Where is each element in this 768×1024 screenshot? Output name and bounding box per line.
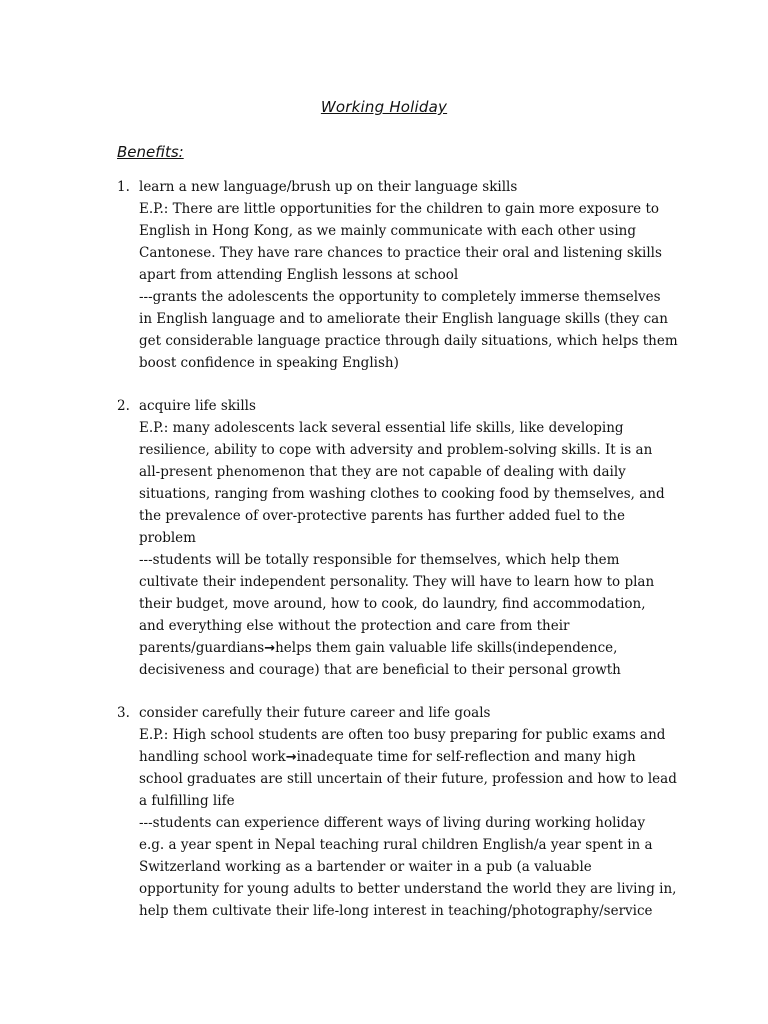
item-line: resilience, ability to cope with adversity and problem-solving skills. It is an xyxy=(139,442,653,458)
item-line: get considerable language practice through daily situations, which helps them xyxy=(139,333,678,349)
item-line: cultivate their independent personality. They will have to learn how to plan xyxy=(139,574,655,590)
item-line: ---students can experience different ways of living during working holiday xyxy=(139,815,646,831)
item-line: E.P.: High school students are often too busy preparing for public exams and xyxy=(139,727,666,743)
item-line: help them cultivate their life-long interest in teaching/photography/service xyxy=(139,903,653,919)
item-line-with-arrow xyxy=(139,637,679,659)
item-line: situations, ranging from washing clothes to cooking food by themselves, and xyxy=(139,486,665,502)
item-heading: consider carefully their future career and life goals xyxy=(139,705,491,721)
item-line: e.g. a year spent in Nepal teaching rural children English/a year spent in a xyxy=(139,837,653,853)
item-body xyxy=(139,395,679,681)
item-line-with-arrow xyxy=(139,746,679,768)
item-line: the prevalence of over-protective parents has further added fuel to the xyxy=(139,508,625,524)
item-body xyxy=(139,176,679,374)
document-title: Working Holiday xyxy=(320,98,448,116)
line-text-after-arrow: helps them gain valuable life skills(independence, xyxy=(275,640,618,656)
item-number: 1. xyxy=(117,179,130,195)
item-line: E.P.: There are little opportunities for the children to gain more exposure to xyxy=(139,201,660,217)
right-arrow-icon: → xyxy=(264,641,276,656)
item-number: 2. xyxy=(117,398,130,414)
line-text-after-arrow: inadequate time for self-reflection and many high xyxy=(296,749,636,765)
item-line: Switzerland working as a bartender or waiter in a pub (a valuable xyxy=(139,859,592,875)
item-line: their budget, move around, how to cook, do laundry, find accommodation, xyxy=(139,596,646,612)
item-line: English in Hong Kong, as we mainly communicate with each other using xyxy=(139,223,636,239)
item-line: ---students will be totally responsible for themselves, which help them xyxy=(139,552,620,568)
item-line: apart from attending English lessons at school xyxy=(139,267,459,283)
item-line: school graduates are still uncertain of their future, profession and how to lead xyxy=(139,771,677,787)
line-text-before-arrow: parents/guardians xyxy=(139,640,265,656)
item-line: in English language and to ameliorate their English language skills (they can xyxy=(139,311,668,327)
item-body xyxy=(139,702,679,922)
item-line: opportunity for young adults to better understand the world they are living in, xyxy=(139,881,677,897)
right-arrow-icon: → xyxy=(285,750,297,765)
item-line: Cantonese. They have rare chances to practice their oral and listening skills xyxy=(139,245,662,261)
item-heading: acquire life skills xyxy=(139,398,256,414)
item-line: E.P.: many adolescents lack several essential life skills, like developing xyxy=(139,420,624,436)
item-heading: learn a new language/brush up on their language skills xyxy=(139,179,518,195)
item-line: and everything else without the protection and care from their xyxy=(139,618,570,634)
item-number: 3. xyxy=(117,705,130,721)
item-line: problem xyxy=(139,530,196,546)
item-line: all-present phenomenon that they are not capable of dealing with daily xyxy=(139,464,626,480)
item-line: a fulfilling life xyxy=(139,793,235,809)
line-text-before-arrow: handling school work xyxy=(139,749,286,765)
item-line: ---grants the adolescents the opportunity to completely immerse themselves xyxy=(139,289,661,305)
item-line: decisiveness and courage) that are beneficial to their personal growth xyxy=(139,662,621,678)
section-heading-benefits: Benefits: xyxy=(117,143,184,161)
item-line: boost confidence in speaking English) xyxy=(139,355,399,371)
